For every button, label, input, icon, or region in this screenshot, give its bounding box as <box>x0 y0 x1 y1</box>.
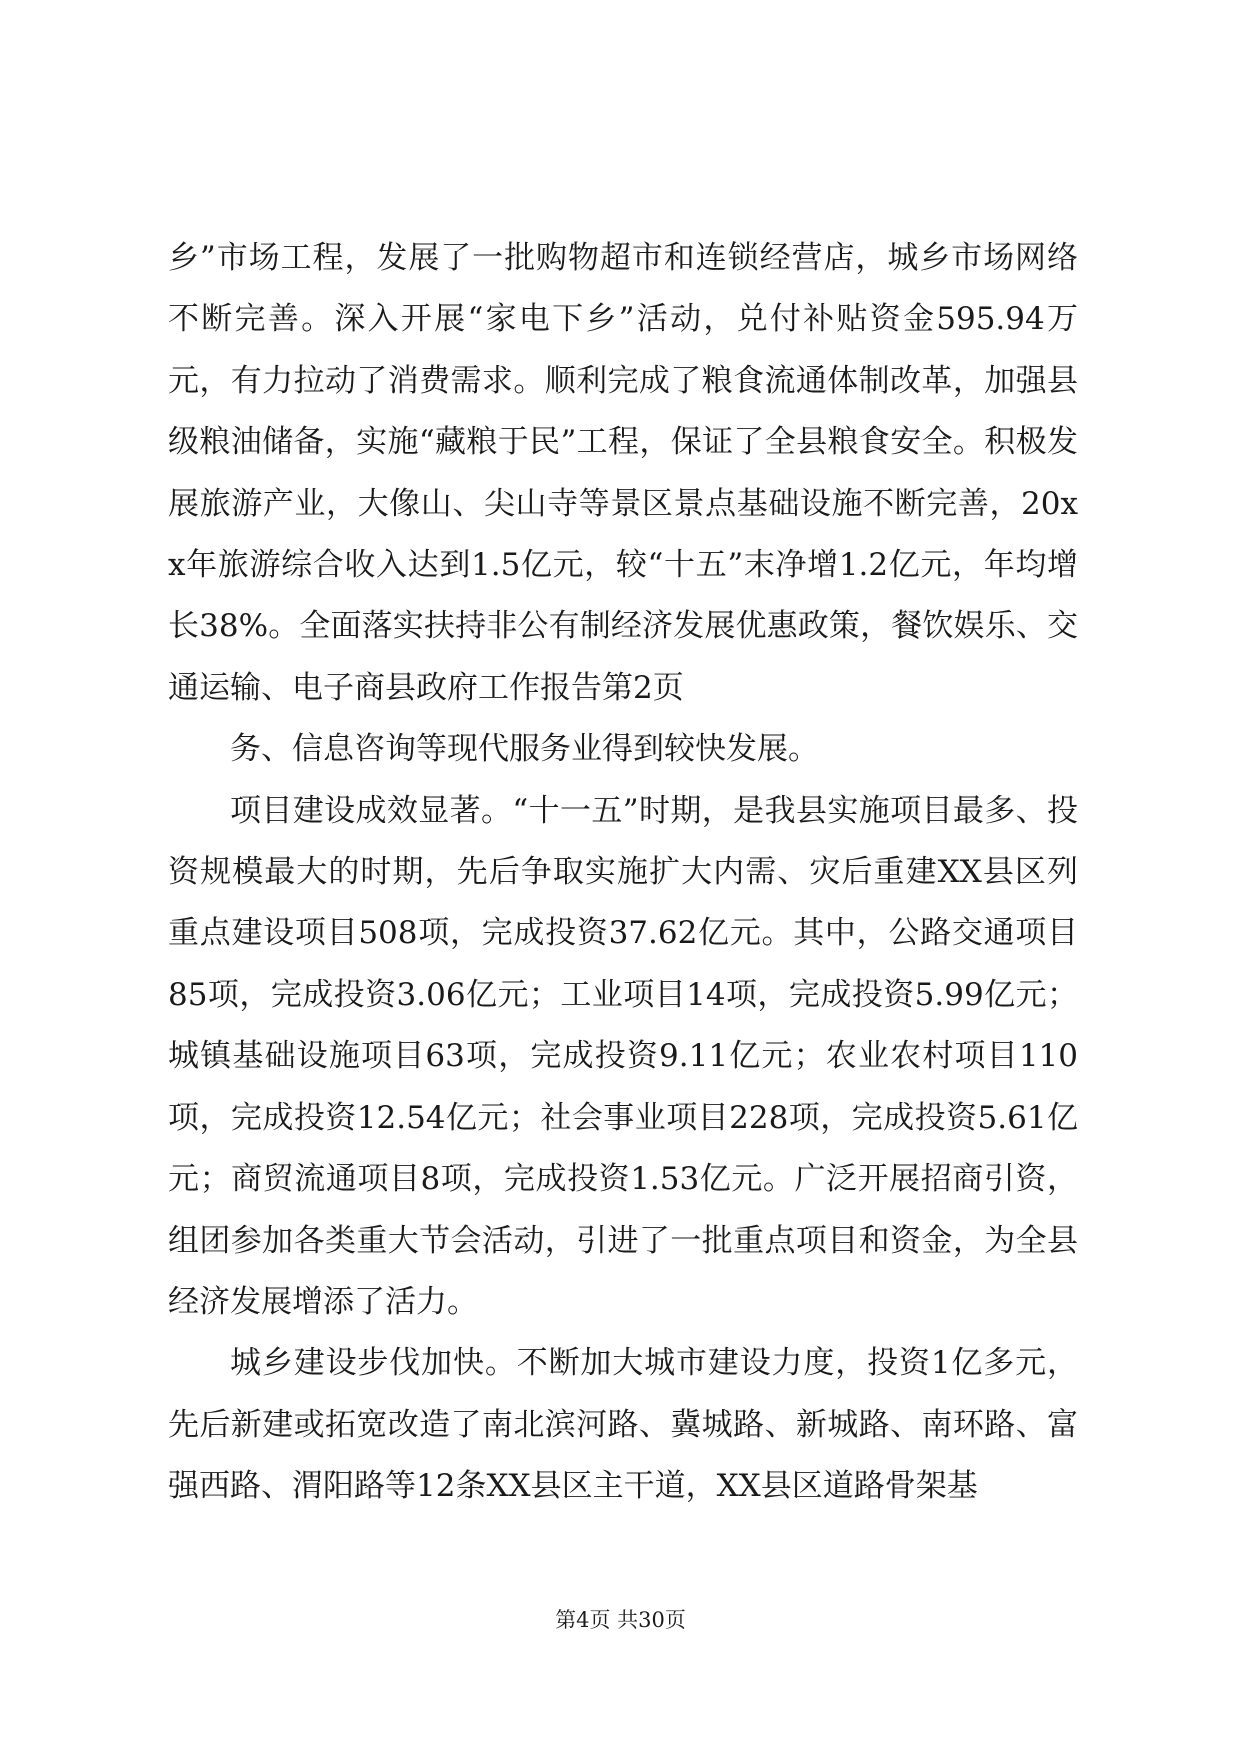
paragraph-4: 城乡建设步伐加快。不断加大城市建设力度，投资1亿多元，先后新建或拓宽改造了南北滨河路、冀城路、新城路、南环路、富强西路、渭阳路等12条XX县区主干道，XX县区道路骨架基 <box>168 1345 1078 1505</box>
paragraph-3: 项目建设成效显著。“十一五”时期，是我县实施项目最多、投资规模最大的时期，先后争取实施扩大内需、灾后重建XX县区列重点建设项目508项，完成投资37.62亿元。其中，公路交通项目85项，完成投资3.06亿元；工业项目14项，完成投资5.99亿元；城镇基础设施项目63项，完成投资9.11亿元；农业农村项目110项，完成投资12.54亿元；社会事业项目228项，完成投资5.61亿元；商贸流通项目8项，完成投资1.53亿元。广泛开展招商引资，组团参加各类重大节会活动，引进了一批重点项目和资金，为全县经济发展增添了活力。 <box>168 792 1078 1320</box>
document-body <box>168 228 1078 1518</box>
page-number-footer: 第4页 共30页 <box>555 1608 686 1632</box>
paragraph-2: 务、信息咨询等现代服务业得到较快发展。 <box>230 731 819 768</box>
paragraph-1: 乡”市场工程，发展了一批购物超市和连锁经营店，城乡市场网络不断完善。深入开展“家电下乡”活动，兑付补贴资金595.94万元，有力拉动了消费需求。顺利完成了粮食流通体制改革，加强县级粮油储备，实施“藏粮于民”工程，保证了全县粮食安全。积极发展旅游产业，大像山、尖山寺等景区景点基础设施不断完善，20xx年旅游综合收入达到1.5亿元，较“十五”末净增1.2亿元，年均增长38%。全面落实扶持非公有制经济发展优惠政策，餐饮娱乐、交通运输、电子商县政府工作报告第2页 <box>168 240 1078 706</box>
